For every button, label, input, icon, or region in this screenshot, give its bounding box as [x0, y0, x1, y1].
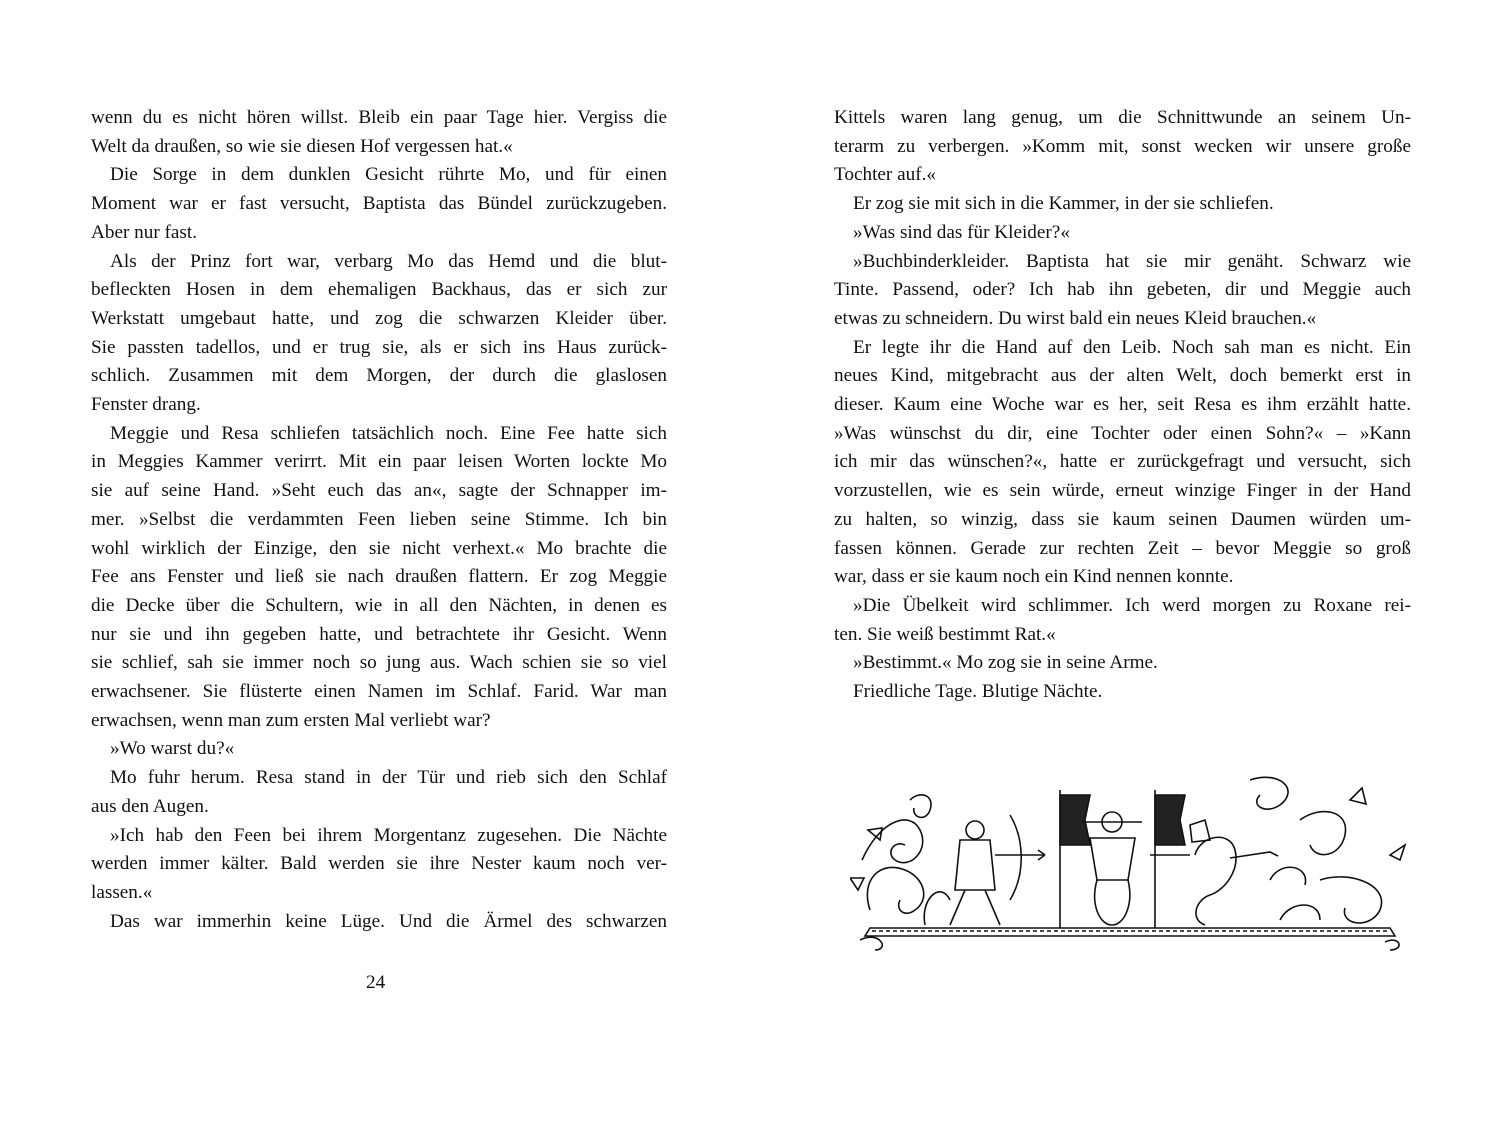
text-line: Meggie und Resa schliefen tatsächlich noch. Eine Fee hatte sich [110, 422, 667, 444]
text-line: Das war immerhin keine Lüge. Und die Ärmel des schwarzen [110, 910, 667, 932]
text-line: Aber nur fast. [91, 221, 198, 243]
text-line: fassen können. Gerade zur rechten Zeit – bevor Meggie so groß [834, 537, 1411, 559]
text-line: war, dass er sie kaum noch ein Kind nennen konnte. [834, 566, 1234, 588]
text-line: »Wo warst du?« [110, 738, 235, 760]
text-line: mer. »Selbst die verdammten Feen lieben seine Stimme. Ich bin [91, 508, 667, 530]
text-line: schlich. Zusammen mit dem Morgen, der durch die glaslosen [91, 365, 667, 387]
text-line: Mo fuhr herum. Resa stand in der Tür und rieb sich den Schlaf [110, 767, 667, 789]
text-line: Die Sorge in dem dunklen Gesicht rührte Mo, und für einen [110, 164, 667, 186]
text-line: nur sie und ihn gegeben hatte, und betrachtete ihr Gesicht. Wenn [91, 623, 667, 645]
text-line: wohl wirklich der Einzige, den sie nicht verhext.« Mo brachte die [91, 537, 667, 559]
text-line: sie auf seine Hand. »Seht euch das an«, sagte der Schnapper im- [91, 480, 667, 502]
text-line: »Ich hab den Feen bei ihrem Morgentanz zugesehen. Die Nächte [110, 824, 667, 846]
text-line: »Was wünschst du dir, eine Tochter oder einen Sohn?« – »Kann [834, 422, 1411, 444]
text-line: Fenster drang. [91, 394, 201, 416]
text-line: Als der Prinz fort war, verbarg Mo das Hemd und die blut- [110, 250, 667, 272]
text-line: Tinte. Passend, oder? Ich hab ihn gebeten, dir und Meggie auch [834, 279, 1411, 301]
text-line: Friedliche Tage. Blutige Nächte. [853, 681, 1103, 703]
text-line: in Meggies Kammer verirrt. Mit ein paar leisen Worten lockte Mo [91, 451, 667, 473]
text-line: Kittels waren lang genug, um die Schnittwunde an seinem Un- [834, 107, 1411, 128]
text-line: dieser. Kaum eine Woche war es her, seit Resa es ihm erzählt hatte. [834, 394, 1411, 416]
text-line: befleckten Hosen in dem ehemaligen Backhaus, das er sich zur [91, 279, 667, 301]
text-line: aus den Augen. [91, 795, 209, 817]
text-line: Welt da draußen, so wie sie diesen Hof vergessen hat.« [91, 135, 513, 157]
right-page-text [834, 104, 1411, 707]
text-line: zu halten, so winzig, dass sie kaum seinen Daumen würden um- [834, 508, 1411, 530]
text-line: erwachsen, wenn man zum ersten Mal verliebt war? [91, 709, 491, 731]
text-line: erwachsener. Sie flüsterte einen Namen im Schlaf. Farid. War man [91, 681, 667, 703]
text-line: terarm zu verbergen. »Komm mit, sonst wecken wir unsere große [834, 135, 1411, 157]
text-line: Er zog sie mit sich in die Kammer, in der sie schliefen. [853, 193, 1274, 215]
text-line: Fee ans Fenster und ließ sie nach draußen flattern. Er zog Meggie [91, 566, 667, 588]
text-line: Tochter auf.« [834, 164, 937, 186]
text-line: »Was sind das für Kleider?« [853, 221, 1070, 243]
text-line: die Decke über die Schultern, wie in all den Nächten, in denen es [91, 594, 667, 616]
text-line: Sie passten tadellos, und er trug sie, als er sich ins Haus zurück- [91, 336, 667, 358]
text-line: »Buchbinderkleider. Baptista hat sie mir genäht. Schwarz wie [853, 250, 1411, 272]
right-page-paragraphs [834, 104, 1411, 707]
text-line: sie schlief, sah sie immer noch so jung aus. Wach schien sie so viel [91, 652, 667, 674]
text-line: vorzustellen, wie es sein würde, erneut winzige Finger in der Hand [834, 480, 1411, 502]
text-line: ten. Sie weiß bestimmt Rat.« [834, 623, 1056, 645]
text-line: Werkstatt umgebaut hatte, und zog die schwarzen Kleider über. [91, 307, 667, 329]
text-line: »Die Übelkeit wird schlimmer. Ich werd morgen zu Roxane rei- [853, 594, 1411, 616]
text-line: »Bestimmt.« Mo zog sie in seine Arme. [853, 652, 1158, 674]
text-line: Er legte ihr die Hand auf den Leib. Noch sah man es nicht. Ein [853, 336, 1411, 358]
text-line: lassen.« [91, 881, 153, 903]
page-number: 24 [366, 972, 386, 993]
text-line: wenn du es nicht hören willst. Bleib ein paar Tage hier. Vergiss die [91, 107, 667, 128]
text-line: neues Kind, mitgebracht aus der alten Welt, doch bemerkt erst in [834, 365, 1411, 387]
left-page-text [91, 104, 667, 936]
left-page-paragraphs [91, 104, 667, 936]
text-line: ich mir das wünschen?«, hatte er zurückgefragt und versucht, sich [834, 451, 1411, 473]
text-line: Moment war er fast versucht, Baptista das Bündel zurückzugeben. [91, 193, 667, 215]
text-line: werden immer kälter. Bald werden sie ihre Nester kaum noch ver- [91, 853, 667, 875]
medieval-marginal-illustration-icon [850, 760, 1415, 960]
text-line: etwas zu schneidern. Du wirst bald ein neues Kleid brauchen.« [834, 307, 1317, 329]
